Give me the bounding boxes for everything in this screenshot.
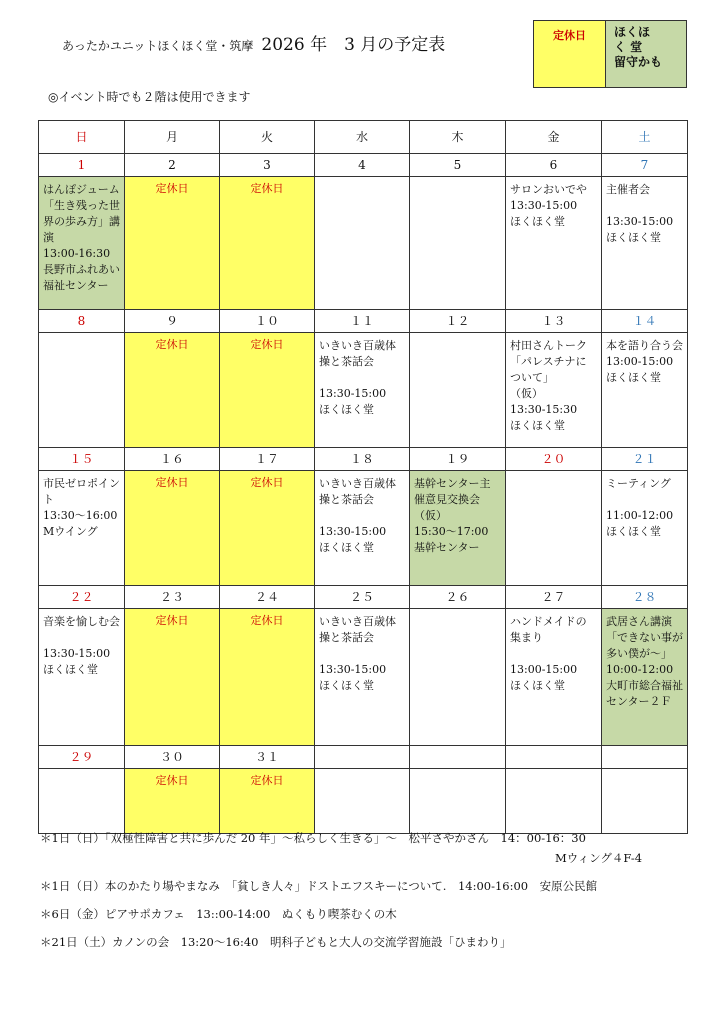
event-text: いきいき百歳体操と茶話会 13:30-15:00 ほくほく堂 — [319, 339, 396, 416]
date-number — [410, 746, 506, 769]
date-number: ２８ — [602, 586, 688, 609]
date-number: 4 — [315, 154, 410, 177]
weekday-sun: 日 — [39, 121, 125, 154]
event-cell — [315, 177, 410, 310]
event-row — [39, 471, 688, 586]
event-text: 市民ゼロポイント 13:30～16:00 Mウイング — [43, 477, 120, 538]
date-number-row — [39, 448, 688, 471]
date-number: ９ — [125, 310, 220, 333]
legend — [533, 20, 687, 88]
event-cell — [410, 609, 506, 746]
event-row — [39, 177, 688, 310]
event-text — [315, 177, 409, 187]
holiday-cell — [125, 609, 220, 746]
event-text — [39, 333, 124, 343]
weekday-tue: 火 — [220, 121, 315, 154]
event-cell — [410, 769, 506, 834]
date-number: 1 — [39, 154, 125, 177]
holiday-label: 定休日 — [250, 182, 284, 195]
weekday-mon: 月 — [125, 121, 220, 154]
event-cell — [506, 471, 602, 586]
legend-holiday: 定休日 — [534, 21, 606, 87]
weekday-thu: 木 — [410, 121, 506, 154]
weekday-header-row — [39, 121, 688, 154]
legend-away: ほくほ く 堂 留守かも — [606, 21, 686, 87]
event-text: 武居さん講演 「できない事が多い僕が～」 10:00-12:00 大町市総合福祉センター２Ｆ — [606, 615, 683, 708]
event-text — [410, 333, 505, 343]
event-cell — [602, 471, 688, 586]
event-cell — [315, 609, 410, 746]
event-text: いきいき百歳体操と茶話会 13:30-15:00 ほくほく堂 — [319, 615, 396, 692]
calendar-title: 2026 年 3 月の予定表 — [261, 35, 446, 55]
date-number: １４ — [602, 310, 688, 333]
date-number: ２２ — [39, 586, 125, 609]
event-cell — [39, 769, 125, 834]
calendar-table — [38, 120, 688, 834]
footer-note: ＊1日（日）本のかたり場やまなみ 「貧しき人々」ドストエフスキーについて. 14:00-16:00 安原公民館 — [40, 879, 598, 893]
event-cell — [506, 333, 602, 448]
date-number: 7 — [602, 154, 688, 177]
footer-note: ＊21日（土）カノンの会 13:20～16:40 明科子どもと大人の交流学習施設「ひまわり」 — [40, 935, 512, 949]
event-text — [506, 471, 601, 481]
date-number — [506, 746, 602, 769]
event-cell — [410, 333, 506, 448]
event-cell — [506, 177, 602, 310]
holiday-label: 定休日 — [155, 774, 189, 787]
holiday-cell — [220, 333, 315, 448]
date-number: １９ — [410, 448, 506, 471]
event-text — [315, 769, 409, 779]
event-text: ミーティング 11:00-12:00 ほくほく堂 — [606, 477, 674, 538]
page-title — [62, 30, 445, 55]
date-number-row — [39, 586, 688, 609]
event-text — [410, 609, 505, 619]
event-cell — [39, 471, 125, 586]
holiday-label: 定休日 — [155, 614, 189, 627]
holiday-label: 定休日 — [250, 774, 284, 787]
holiday-cell — [220, 609, 315, 746]
event-text: サロンおいでや 13:30-15:00 ほくほく堂 — [510, 183, 587, 228]
date-number: １６ — [125, 448, 220, 471]
footer-note: Mウィング４F-4 — [555, 851, 643, 865]
date-number: ２５ — [315, 586, 410, 609]
holiday-label: 定休日 — [250, 476, 284, 489]
date-number: 2 — [125, 154, 220, 177]
date-number: １２ — [410, 310, 506, 333]
date-number: 6 — [506, 154, 602, 177]
event-cell — [315, 333, 410, 448]
date-number: ２０ — [506, 448, 602, 471]
holiday-label: 定休日 — [250, 338, 284, 351]
event-row — [39, 769, 688, 834]
event-cell — [602, 333, 688, 448]
date-number: ３０ — [125, 746, 220, 769]
date-number-row — [39, 746, 688, 769]
date-number: 3 — [220, 154, 315, 177]
event-text: 本を語り合う会 13:00-15:00 ほくほく堂 — [606, 339, 683, 384]
event-cell — [506, 609, 602, 746]
weekday-fri: 金 — [506, 121, 602, 154]
date-number: ２１ — [602, 448, 688, 471]
date-number: １８ — [315, 448, 410, 471]
date-number: １５ — [39, 448, 125, 471]
holiday-label: 定休日 — [250, 614, 284, 627]
holiday-cell — [220, 177, 315, 310]
event-text — [410, 769, 505, 779]
holiday-cell — [125, 471, 220, 586]
event-text: いきいき百歳体操と茶話会 13:30-15:00 ほくほく堂 — [319, 477, 396, 554]
event-cell — [602, 609, 688, 746]
holiday-cell — [125, 769, 220, 834]
event-cell — [315, 471, 410, 586]
event-text: 村田さんトーク 「パレスチナについて」 （仮） 13:30-15:30 ほくほく堂 — [510, 339, 587, 432]
date-number-row — [39, 154, 688, 177]
event-text: 音楽を愉しむ会 13:30-15:00 ほくほく堂 — [43, 615, 120, 676]
usage-note: ◎イベント時でも２階は使用できます — [48, 90, 251, 104]
event-text — [506, 769, 601, 779]
date-number: ２３ — [125, 586, 220, 609]
event-cell — [39, 609, 125, 746]
date-number: １７ — [220, 448, 315, 471]
weekday-wed: 水 — [315, 121, 410, 154]
holiday-cell — [220, 769, 315, 834]
holiday-cell — [220, 471, 315, 586]
date-number: １３ — [506, 310, 602, 333]
event-text — [602, 769, 687, 779]
date-number: ２９ — [39, 746, 125, 769]
date-number-row — [39, 310, 688, 333]
event-row — [39, 609, 688, 746]
holiday-cell — [125, 177, 220, 310]
date-number — [315, 746, 410, 769]
date-number: １１ — [315, 310, 410, 333]
date-number: ３１ — [220, 746, 315, 769]
event-cell — [39, 177, 125, 310]
event-text: 基幹センター主催意見交換会 （仮） 15:30～17:00 基幹センター — [414, 477, 491, 554]
event-row — [39, 333, 688, 448]
event-cell — [602, 177, 688, 310]
holiday-cell — [125, 333, 220, 448]
event-cell — [506, 769, 602, 834]
date-number: 5 — [410, 154, 506, 177]
date-number: ２７ — [506, 586, 602, 609]
footer-note: ＊1日（日）「双極性障害と共に歩んだ 20 年」～私らしく生きる」～ 松平さやかさん 14：00-16：30 — [40, 831, 586, 845]
organization-name: あったかユニットほくほく堂・筑摩 — [62, 39, 254, 53]
event-text — [410, 177, 505, 187]
date-number: ２６ — [410, 586, 506, 609]
event-text — [39, 769, 124, 779]
event-cell — [410, 177, 506, 310]
event-cell — [602, 769, 688, 834]
date-number — [602, 746, 688, 769]
event-cell — [410, 471, 506, 586]
footer-note: ＊6日（金）ピアサポカフェ 13::00-14:00 ぬくもり喫茶むくの木 — [40, 907, 397, 921]
date-number: 8 — [39, 310, 125, 333]
event-text: はんぽジューム「生き残った世界の歩み方」講演 13:00-16:30 長野市ふれあい福祉センター — [43, 183, 120, 292]
date-number: ２４ — [220, 586, 315, 609]
weekday-sat: 土 — [602, 121, 688, 154]
holiday-label: 定休日 — [155, 182, 189, 195]
event-cell — [315, 769, 410, 834]
holiday-label: 定休日 — [155, 338, 189, 351]
holiday-label: 定休日 — [155, 476, 189, 489]
event-cell — [39, 333, 125, 448]
event-text: ハンドメイドの集まり 13:00-15:00 ほくほく堂 — [510, 615, 587, 692]
date-number: １０ — [220, 310, 315, 333]
event-text: 主催者会 13:30-15:00 ほくほく堂 — [606, 183, 674, 244]
